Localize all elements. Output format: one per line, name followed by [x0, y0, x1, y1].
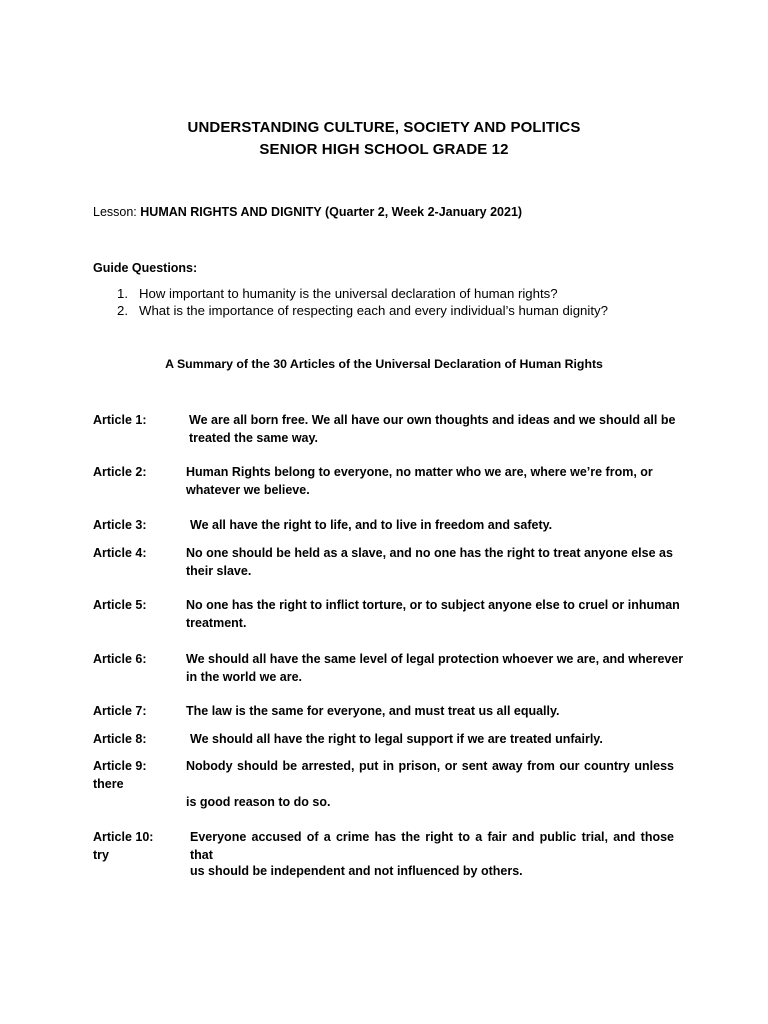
article-label: Article 2: [93, 465, 147, 479]
article-text: We should all have the same level of legal protection whoever we are, and wherever in the world we are. [186, 652, 684, 684]
article-label: Article 7: [93, 704, 147, 718]
article-label-continuation: try [93, 848, 109, 862]
article-label: Article 1: [93, 413, 147, 427]
lesson-line [93, 205, 522, 219]
article-text: We all have the right to life, and to live in freedom and safety. [190, 518, 553, 532]
article-label: Article 6: [93, 652, 147, 666]
guide-questions-list [117, 285, 608, 319]
document-title: UNDERSTANDING CULTURE, SOCIETY AND POLITICS [187, 119, 581, 136]
article-text-continuation: is good reason to do so. [186, 795, 331, 809]
article-label: Article 9: there [93, 759, 147, 791]
guide-question: 2. What is the importance of respecting each and every individual’s human dignity? [117, 303, 608, 318]
article-text: Nobody should be arrested, put in prison, or sent away from our country unless [186, 759, 674, 773]
article-text: We are all born free. We all have our own thoughts and ideas and we should all be treated the same way. [189, 413, 676, 445]
article-label: Article 4: [93, 546, 147, 560]
article-text: No one has the right to inflict torture, or to subject anyone else to cruel or inhuman treatment. [186, 598, 680, 630]
summary-heading: A Summary of the 30 Articles of the Universal Declaration of Human Rights [165, 357, 603, 371]
document-subtitle: SENIOR HIGH SCHOOL GRADE 12 [259, 141, 509, 158]
article-label-continuation: there [93, 777, 124, 791]
article-text: Human Rights belong to everyone, no matter who we are, where we’re from, or whatever we believe. [186, 465, 653, 497]
article-text: No one should be held as a slave, and no one has the right to treat anyone else as their slave. [186, 546, 673, 578]
article-label: Article 10: try [93, 830, 154, 862]
lesson-prefix: Lesson: [93, 205, 141, 219]
article-text: The law is the same for everyone, and must treat us all equally. [186, 704, 560, 718]
article-text: Everyone accused of a crime has the right to a fair and public trial, and those that [190, 830, 674, 862]
article-text: We should all have the right to legal support if we are treated unfairly. [190, 732, 603, 746]
article-label: Article 5: [93, 598, 147, 612]
article-label: Article 8: [93, 732, 147, 746]
article-label: Article 3: [93, 518, 147, 532]
article-text-continuation: us should be independent and not influenced by others. [190, 864, 523, 878]
lesson-title: HUMAN RIGHTS AND DIGNITY (Quarter 2, Week 2-January 2021) [140, 205, 523, 219]
guide-question: 1. How important to humanity is the universal declaration of human rights? [117, 286, 558, 301]
guide-questions-heading: Guide Questions: [93, 261, 198, 275]
